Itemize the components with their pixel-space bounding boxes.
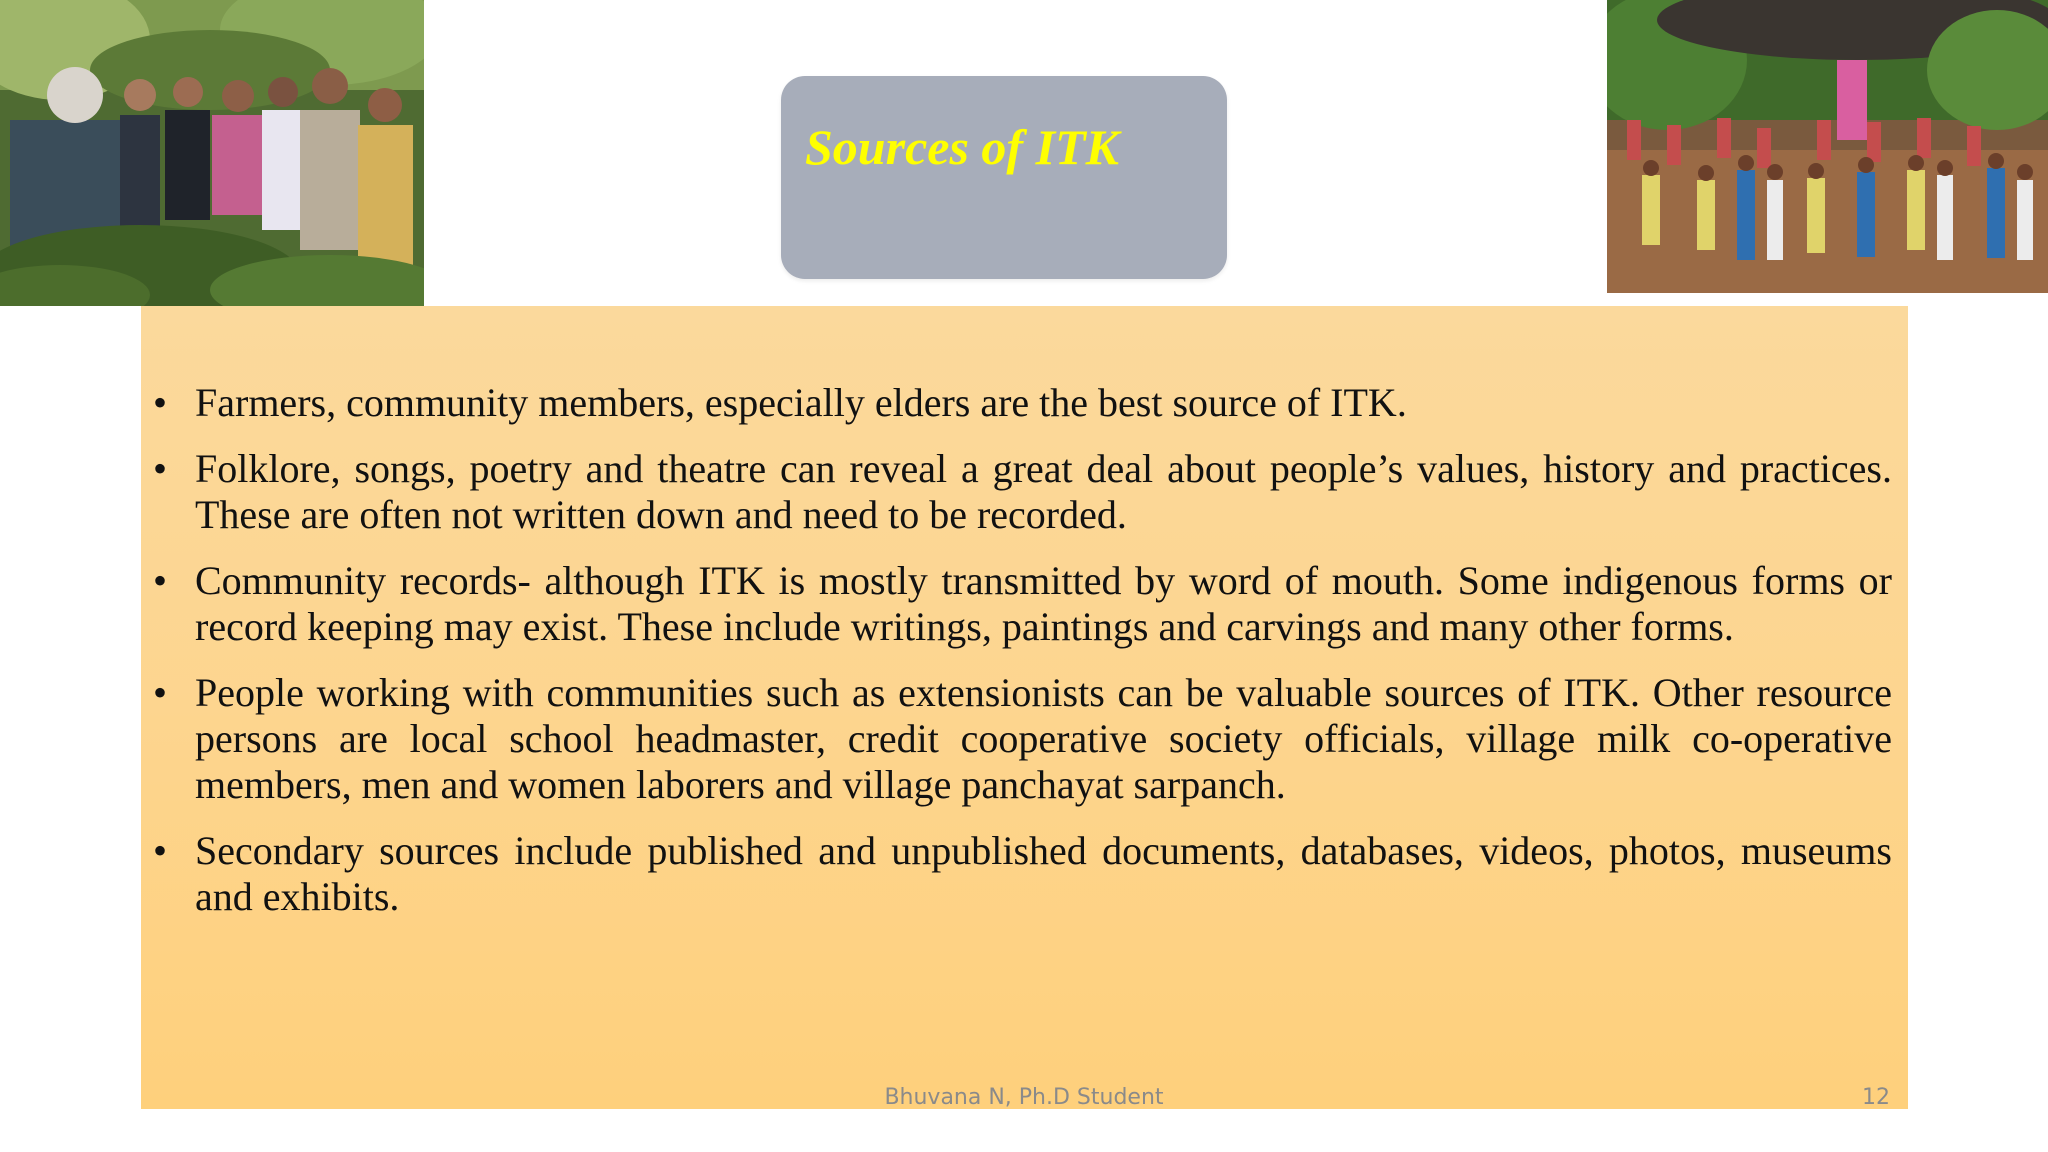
bullet-icon: • (153, 828, 168, 873)
footer-author: Bhuvana N, Ph.D Student (884, 1085, 1164, 1110)
bullet-item (141, 380, 1908, 426)
bullet-item (141, 446, 1908, 538)
slide-title: Sources of ITK (805, 119, 1119, 175)
bullet-item (141, 828, 1908, 920)
bullet-text: People working with communities such as extensionists can be valuable sources of ITK. Other resource persons are local school headmaster, credit cooperative society officials, village milk co-operative members, men and women laborers and village panchayat sarpanch. (195, 670, 1892, 807)
bullet-text: Secondary sources include published and unpublished documents, databases, videos, photos, museums and exhibits. (195, 828, 1892, 919)
bullet-icon: • (153, 558, 168, 603)
community-dance-photo (1607, 0, 2048, 293)
title-box (781, 76, 1227, 279)
farmers-group-photo (0, 0, 424, 306)
bullet-icon: • (153, 446, 168, 491)
bullet-list (141, 380, 1908, 940)
page-number: 12 (1862, 1085, 1890, 1110)
bullet-item (141, 558, 1908, 650)
bullet-text: Folklore, songs, poetry and theatre can reveal a great deal about people’s values, history and practices. These are often not written down and need to be recorded. (195, 446, 1892, 537)
bullet-icon: • (153, 670, 168, 715)
bullet-icon: • (153, 380, 168, 425)
content-panel (141, 306, 1908, 1109)
bullet-item (141, 670, 1908, 808)
bullet-text: Farmers, community members, especially elders are the best source of ITK. (195, 380, 1407, 425)
bullet-text: Community records- although ITK is mostly transmitted by word of mouth. Some indigenous forms or record keeping may exist. These include writings, paintings and carvings and many other forms. (195, 558, 1892, 649)
